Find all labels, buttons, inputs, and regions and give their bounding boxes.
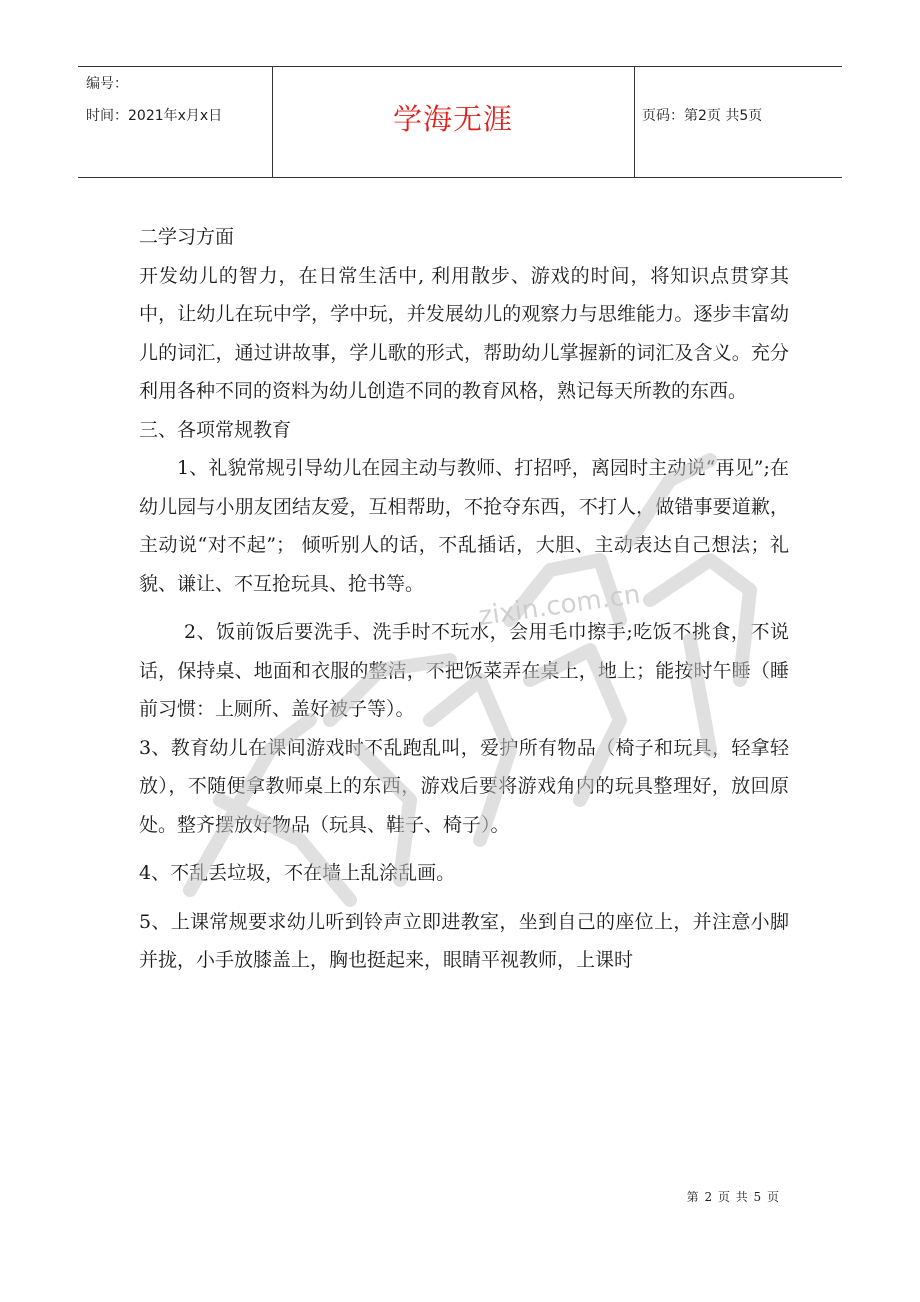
paragraph-etiquette: 1、礼貌常规引导幼儿在园主动与教师、打招呼，离园时主动说“再见”;在幼儿园与小朋友团结友爱，互相帮助，不抢夺东西，不打人，做错事要道歉，主动说“对不起”； 倾听别人的话，不乱插话，大胆、主动表达自己想法；礼貌、谦让、不互抢玩具、抢书等。	[139, 457, 789, 595]
section-heading-study: 二学习方面	[139, 226, 235, 248]
section-heading-routine: 三、各项常规教育	[139, 418, 292, 441]
paragraph-play: 3、教育幼儿在课间游戏时不乱跑乱叫，爱护所有物品（椅子和玩具，轻拿轻放），不随便拿教师桌上的东西，游戏后要将游戏角内的玩具整理好，放回原处。整齐摆放好物品（玩具、鞋子、椅子）。	[139, 736, 789, 836]
footer-page-number: 第 2 页 共 5 页	[686, 1190, 780, 1204]
paragraph-meals: 2、饭前饭后要洗手、洗手时不玩水，会用毛巾擦手;吃饭不挑食，不说话，保持桌、地面和衣服的整洁，不把饭菜弄在桌上，地上；能按时午睡（睡前习惯：上厕所、盖好被子等）。	[139, 621, 789, 720]
document-body	[139, 218, 789, 980]
paragraph-study: 开发幼儿的智力，在日常生活中, 利用散步、游戏的时间，将知识点贯穿其中，让幼儿在玩中学，学中玩，并发展幼儿的观察力与思维能力。逐步丰富幼儿的词汇，通过讲故事，学儿歌的形式，帮助幼儿掌握新的词汇及含义。充分利用各种不同的资料为幼儿创造不同的教育风格，熟记每天所教的东西。	[139, 264, 789, 402]
header-title: 学海无涯	[392, 102, 513, 136]
header-page-label: 页码：第2页 共5页	[642, 108, 763, 124]
time-label: 时间：2021年x月x日	[86, 108, 223, 124]
watermark-url: zixin.com.cn	[476, 579, 643, 632]
document-header	[78, 66, 842, 178]
paragraph-litter: 4、不乱丢垃圾，不在墙上乱涂乱画。	[139, 862, 456, 884]
paragraph-class: 5、上课常规要求幼儿听到铃声立即进教室，坐到自己的座位上，并注意小脚并拢，小手放膝盖上，胸也挺起来，眼睛平视教师，上课时	[139, 910, 789, 971]
header-divider-right	[634, 67, 635, 177]
serial-label: 编号：	[86, 76, 128, 92]
